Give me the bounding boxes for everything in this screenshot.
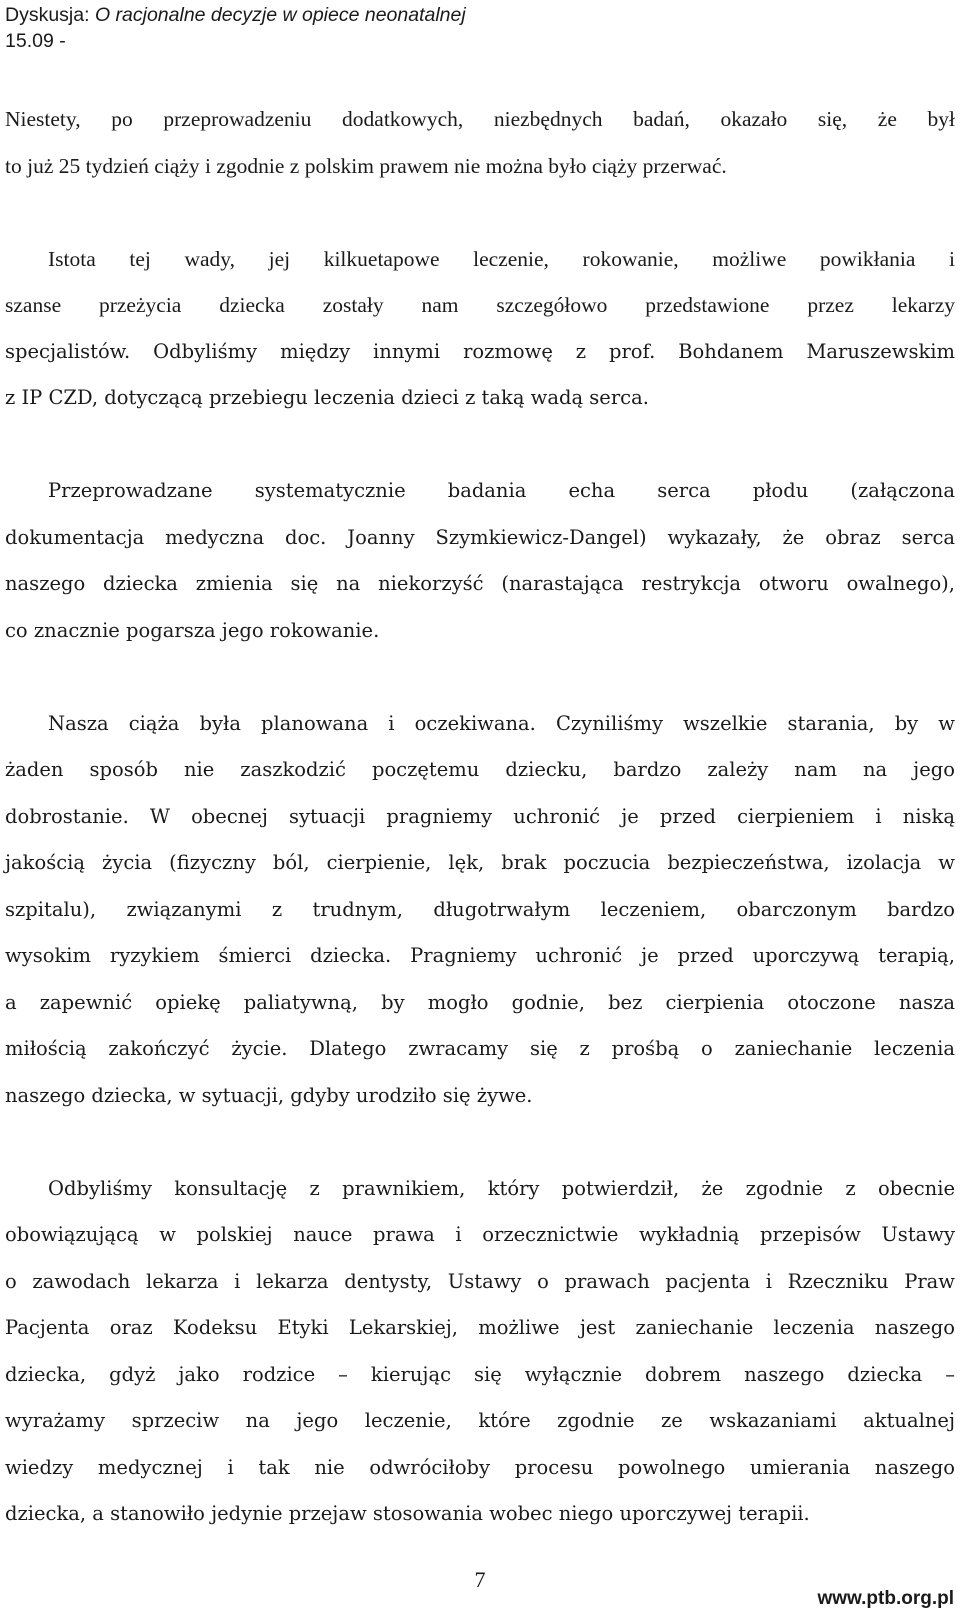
paragraph-line: naszego dziecka zmienia się na niekorzyść (narastająca restrykcja otworu owalnego), [5,572,955,595]
footer-url[interactable]: www.ptb.org.pl [817,1588,954,1609]
paragraph-2-continued [5,329,955,422]
paragraph-line: z IP CZD, dotyczącą przebiegu leczenia dzieci z taką wadą serca. [5,386,649,409]
header-title-line [5,2,466,28]
header-title: O racjonalne decyzje w opiece neonatalnej [94,4,466,26]
paragraph-line: obowiązującą w polskiej nauce prawa i orzecznictwie wykładnią przepisów Ustawy [5,1223,955,1246]
paragraph-line: dokumentacja medyczna doc. Joanny Szymkiewicz-Dangel) wykazały, że obraz serca [5,525,955,549]
paragraph-2 [5,236,955,329]
paragraph-line: Przeprowadzane systematycznie badania echa serca płodu (załączona [48,479,955,502]
paragraph-line: Istota tej wady, jej kilkuetapowe leczenie, rokowanie, możliwe powikłania i [48,246,955,271]
paragraph-line: Pacjenta oraz Kodeksu Etyki Lekarskiej, możliwe jest zaniechanie leczenia naszego [5,1316,955,1339]
paragraph-line: a zapewnić opiekę paliatywną, by mogło godnie, bez cierpienia otoczone nasza [5,990,955,1014]
paragraph-line: o zawodach lekarza i lekarza dentysty, Ustawy o prawach pacjenta i Rzeczniku Praw [5,1269,955,1293]
paragraph-5 [5,1166,955,1538]
paragraph-line: wysokim ryzykiem śmierci dziecka. Pragniemy uchronić je przed uporczywą terapią, [5,944,955,967]
paragraph-line: co znacznie pogarsza jego rokowanie. [5,618,380,642]
document-header [5,2,466,54]
paragraph-line: specjalistów. Odbyliśmy między innymi rozmowę z prof. Bohdanem Maruszewskim [5,339,955,363]
paragraph-line: Nasza ciąża była planowana i oczekiwana. Czyniliśmy wszelkie starania, by w [48,711,955,735]
page-number: 7 [474,1567,486,1592]
header-date: 15.09 - [5,30,66,52]
document-body [5,96,955,1538]
paragraph-line: jakością życia (fizyczny ból, cierpienie, lęk, brak poczucia bezpieczeństwa, izolacja w [5,851,955,874]
paragraph-line: dobrostanie. W obecnej sytuacji pragniemy uchronić je przed cierpieniem i niską [5,804,955,828]
paragraph-line: wiedzy medycznej i tak nie odwróciłoby procesu powolnego umierania naszego [5,1455,955,1479]
paragraph-line: szanse przeżycia dziecka zostały nam szczegółowo przedstawione przez lekarzy [5,293,955,317]
paragraph-line: Niestety, po przeprowadzeniu dodatkowych, niezbędnych badań, okazało się, że był [5,107,955,131]
paragraph-line: szpitalu), związanymi z trudnym, długotrwałym leczeniem, obarczonym bardzo [5,897,955,921]
paragraph-1 [5,96,955,189]
paragraph-line: Odbyliśmy konsultację z prawnikiem, który potwierdził, że zgodnie z obecnie [48,1176,955,1200]
paragraph-line: to już 25 tydzień ciąży i zgodnie z polskim prawem nie można było ciąży przerwać. [5,153,727,178]
paragraph-3 [5,468,955,654]
paragraph-line: dziecka, gdyż jako rodzice – kierując się wyłącznie dobrem naszego dziecka – [5,1362,955,1386]
header-prefix: Dyskusja: [5,4,95,26]
paragraph-4 [5,701,955,1120]
paragraph-line: wyrażamy sprzeciw na jego leczenie, które zgodnie ze wskazaniami aktualnej [5,1409,955,1432]
paragraph-line: żaden sposób nie zaszkodzić poczętemu dziecku, bardzo zależy nam na jego [5,758,955,781]
paragraph-line: miłością zakończyć życie. Dlatego zwracamy się z prośbą o zaniechanie leczenia [5,1037,955,1060]
paragraph-line: naszego dziecka, w sytuacji, gdyby urodziło się żywe. [5,1083,533,1107]
paragraph-line: dziecka, a stanowiło jedynie przejaw stosowania wobec niego uporczywej terapii. [5,1502,810,1525]
